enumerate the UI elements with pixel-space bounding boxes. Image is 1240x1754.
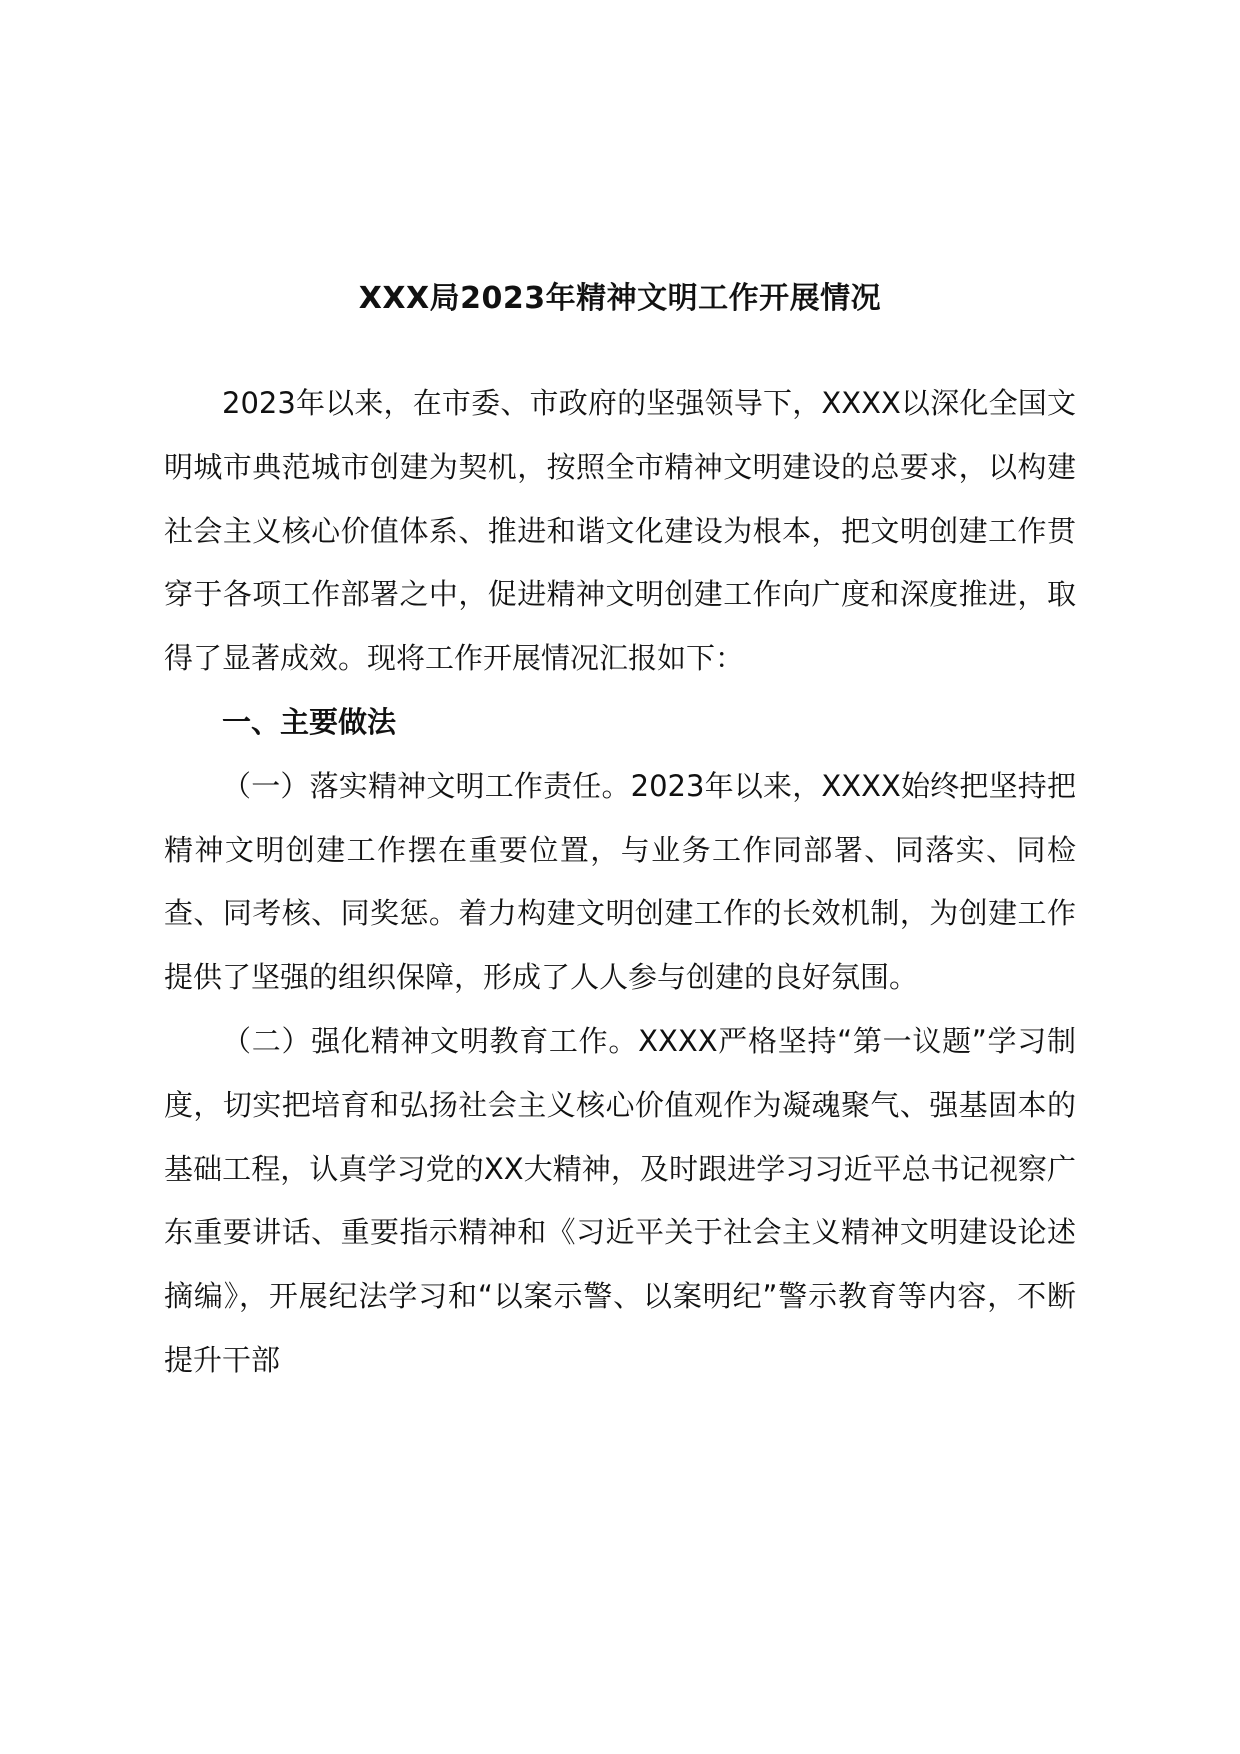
section-heading-main-practices: 一、主要做法	[222, 704, 397, 739]
document-title: XXX局2023年精神文明工作开展情况	[358, 281, 882, 316]
document-body	[164, 372, 1076, 1393]
item-paragraph-responsibility: （一）落实精神文明工作责任。2023年以来，XXXX始终把坚持把精神文明创建工作摆在重要位置，与业务工作同部署、同落实、同检查、同考核、同奖惩。着力构建文明创建工作的长效机制，为创建工作提供了坚强的组织保障，形成了人人参与创建的良好氛围。	[164, 768, 1076, 995]
intro-paragraph: 2023年以来，在市委、市政府的坚强领导下，XXXX以深化全国文明城市典范城市创建为契机，按照全市精神文明建设的总要求，以构建社会主义核心价值体系、推进和谐文化建设为根本，把文明创建工作贯穿于各项工作部署之中，促进精神文明创建工作向广度和深度推进，取得了显著成效。现将工作开展情况汇报如下：	[164, 386, 1076, 676]
item-paragraph-education: （二）强化精神文明教育工作。XXXX严格坚持“第一议题”学习制度，切实把培育和弘扬社会主义核心价值观作为凝魂聚气、强基固本的基础工程，认真学习党的XX大精神，及时跟进学习习近平总书记视察广东重要讲话、重要指示精神和《习近平关于社会主义精神文明建设论述摘编》，开展纪法学习和“以案示警、以案明纪”警示教育等内容，不断提升干部	[164, 1023, 1076, 1377]
